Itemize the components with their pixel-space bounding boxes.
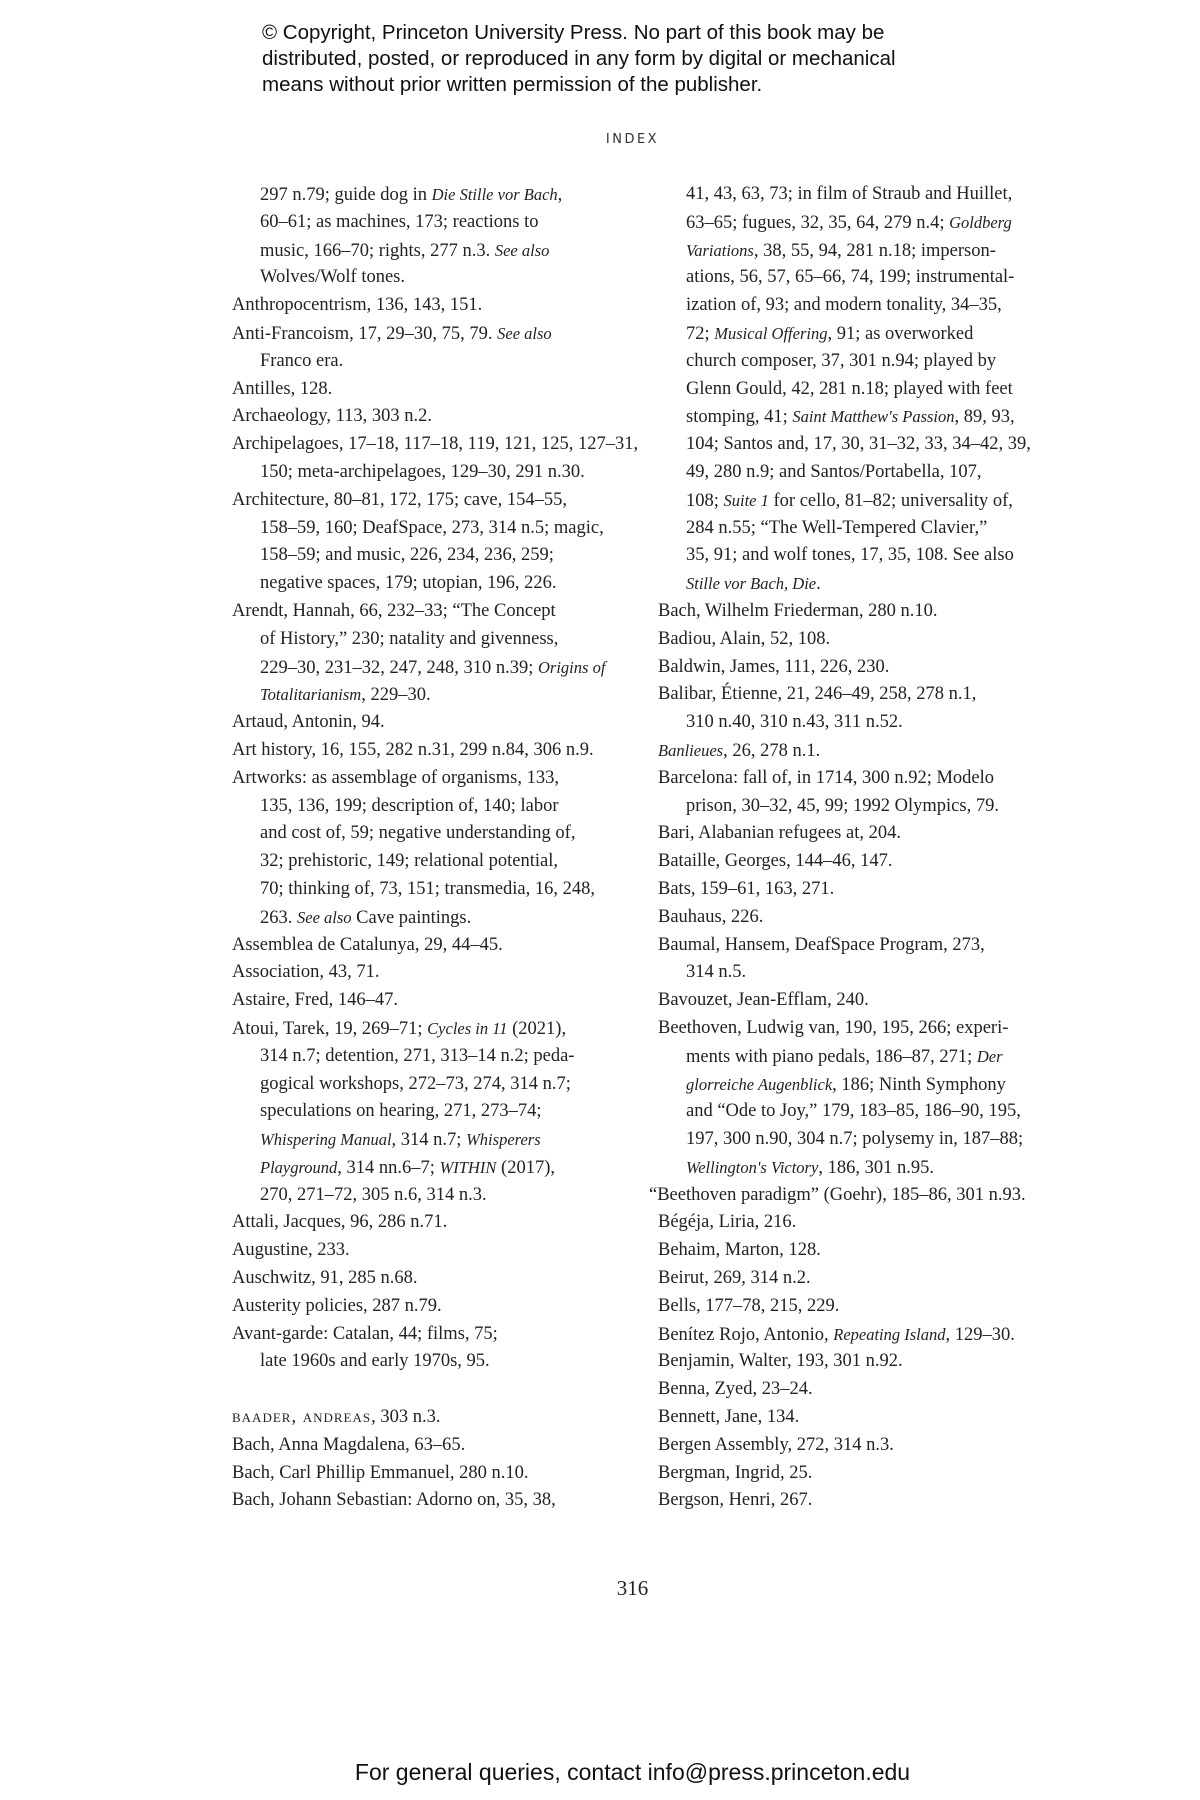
index-line: Attali, Jacques, 96, 286 n.71. — [232, 1212, 448, 1233]
copyright-line: © Copyright, Princeton University Press. No part of this book may be — [262, 21, 885, 44]
index-line: Wellington's Victory, 186, 301 n.95. — [686, 1157, 934, 1178]
index-line: Benjamin, Walter, 193, 301 n.92. — [658, 1351, 903, 1372]
index-line: Bach, Johann Sebastian: Adorno on, 35, 38, — [232, 1490, 556, 1511]
index-line: Baumal, Hansem, DeafSpace Program, 273, — [658, 934, 985, 955]
copyright-line: means without prior written permission of the publisher. — [262, 73, 763, 96]
index-line: Art history, 16, 155, 282 n.31, 299 n.84, 306 n.9. — [232, 739, 594, 760]
index-line: Artworks: as assemblage of organisms, 133, — [232, 767, 559, 788]
index-line: Bats, 159–61, 163, 271. — [658, 878, 835, 899]
index-line: Behaim, Marton, 128. — [658, 1240, 821, 1261]
index-line: 310 n.40, 310 n.43, 311 n.52. — [686, 712, 903, 733]
index-line: 104; Santos and, 17, 30, 31–32, 33, 34–42, 39, — [686, 434, 1031, 455]
index-line: music, 166–70; rights, 277 n.3. See also — [260, 240, 550, 261]
index-line: Wolves/Wolf tones. — [260, 267, 406, 288]
index-line: Anti-Francoism, 17, 29–30, 75, 79. See also — [232, 323, 552, 344]
index-line: late 1960s and early 1970s, 95. — [260, 1351, 490, 1372]
index-line: ization of, 93; and modern tonality, 34–35, — [686, 295, 1002, 316]
index-line: 60–61; as machines, 173; reactions to — [260, 211, 539, 232]
index-line: 197, 300 n.90, 304 n.7; polysemy in, 187–88; — [686, 1129, 1024, 1150]
index-line: glorreiche Augenblick, 186; Ninth Symphony — [686, 1074, 1006, 1095]
index-line: baader, andreas, 303 n.3. — [232, 1407, 441, 1428]
index-line: 35, 91; and wolf tones, 17, 35, 108. See also — [686, 545, 1014, 566]
index-line: Bavouzet, Jean-Efflam, 240. — [658, 990, 869, 1011]
index-line: Bach, Anna Magdalena, 63–65. — [232, 1434, 466, 1455]
index-line: Arendt, Hannah, 66, 232–33; “The Concept — [232, 600, 556, 621]
index-line: Benítez Rojo, Antonio, Repeating Island, 129–30. — [658, 1324, 1015, 1345]
index-line: Balibar, Étienne, 21, 246–49, 258, 278 n.1, — [658, 684, 977, 705]
copyright-line: distributed, posted, or reproduced in any form by digital or mechanical — [262, 47, 896, 70]
index-line: Barcelona: fall of, in 1714, 300 n.92; Modelo — [658, 767, 995, 788]
page-number: 316 — [616, 1576, 649, 1600]
index-line: Avant-garde: Catalan, 44; films, 75; — [232, 1323, 498, 1344]
index-line: Benna, Zyed, 23–24. — [658, 1379, 813, 1400]
index-line: 284 n.55; “The Well-Tempered Clavier,” — [686, 517, 988, 538]
index-line: Austerity policies, 287 n.79. — [232, 1295, 442, 1316]
index-line: 70; thinking of, 73, 151; transmedia, 16, 248, — [260, 878, 596, 899]
index-line: Assemblea de Catalunya, 29, 44–45. — [232, 934, 503, 955]
index-line: of History,” 230; natality and givenness, — [260, 628, 559, 649]
index-line: 297 n.79; guide dog in Die Stille vor Bach, — [260, 185, 563, 205]
index-line: prison, 30–32, 45, 99; 1992 Olympics, 79. — [686, 795, 999, 816]
index-line: church composer, 37, 301 n.94; played by — [686, 350, 997, 371]
index-line: and “Ode to Joy,” 179, 183–85, 186–90, 195, — [686, 1101, 1021, 1122]
index-line: Stille vor Bach, Die. — [686, 574, 821, 595]
section-gap — [232, 1376, 622, 1404]
index-line: Atoui, Tarek, 19, 269–71; Cycles in 11 (2021), — [232, 1018, 567, 1039]
index-line: Banlieues, 26, 278 n.1. — [658, 740, 821, 761]
index-line: Bennett, Jane, 134. — [658, 1407, 800, 1428]
index-line: Bergen Assembly, 272, 314 n.3. — [658, 1434, 894, 1455]
index-line: 270, 271–72, 305 n.6, 314 n.3. — [260, 1184, 487, 1205]
index-line: Glenn Gould, 42, 281 n.18; played with feet — [686, 378, 1013, 399]
index-line: Beethoven, Ludwig van, 190, 195, 266; experi- — [658, 1017, 1009, 1038]
index-line: negative spaces, 179; utopian, 196, 226. — [260, 573, 557, 594]
index-line: Bells, 177–78, 215, 229. — [658, 1295, 840, 1316]
footer-contact: For general queries, contact info@press.princeton.edu — [354, 1759, 911, 1785]
index-line: Bataille, Georges, 144–46, 147. — [658, 851, 893, 872]
index-line: stomping, 41; Saint Matthew's Passion, 89, 93, — [686, 407, 1015, 428]
index-column-left — [232, 181, 639, 1515]
index-line: 229–30, 231–32, 247, 248, 310 n.39; Origins of — [260, 657, 606, 678]
index-line: 314 n.7; detention, 271, 313–14 n.2; peda- — [260, 1045, 575, 1066]
index-line: Augustine, 233. — [232, 1240, 350, 1261]
index-line: Bégéja, Liria, 216. — [658, 1212, 797, 1233]
index-line: Archipelagoes, 17–18, 117–18, 119, 121, 125, 127–31, — [232, 434, 639, 455]
index-line: 314 n.5. — [686, 962, 747, 983]
index-line: Playground, 314 nn.6–7; WITHIN (2017), — [260, 1157, 555, 1178]
index-line: ments with piano pedals, 186–87, 271; Der — [686, 1046, 1003, 1067]
index-line: 49, 280 n.9; and Santos/Portabella, 107, — [686, 461, 982, 482]
copyright-notice — [262, 20, 962, 98]
index-line: speculations on hearing, 271, 273–74; — [260, 1101, 542, 1122]
index-line: Variations, 38, 55, 94, 281 n.18; imperson- — [686, 240, 996, 261]
index-line: 63–65; fugues, 32, 35, 64, 279 n.4; Goldberg — [686, 212, 1012, 233]
index-line: Archaeology, 113, 303 n.2. — [232, 406, 433, 427]
index-line: Architecture, 80–81, 172, 175; cave, 154–55, — [232, 489, 567, 510]
index-line: gogical workshops, 272–73, 274, 314 n.7; — [260, 1073, 571, 1094]
index-line: 32; prehistoric, 149; relational potential, — [260, 851, 558, 872]
index-line: 150; meta-archipelagoes, 129–30, 291 n.30. — [260, 461, 585, 482]
index-line: and cost of, 59; negative understanding of, — [260, 823, 576, 844]
index-line: Franco era. — [260, 350, 344, 371]
index-line: Bergman, Ingrid, 25. — [658, 1462, 813, 1483]
index-line: Anthropocentrism, 136, 143, 151. — [232, 295, 483, 316]
index-line: Whispering Manual, 314 n.7; Whisperers — [260, 1130, 541, 1151]
index-line: Artaud, Antonin, 94. — [232, 712, 385, 733]
index-line: Association, 43, 71. — [232, 962, 380, 983]
index-line: ations, 56, 57, 65–66, 74, 199; instrumental- — [686, 267, 1015, 288]
running-head: INDEX — [605, 132, 660, 147]
index-line: 72; Musical Offering, 91; as overworked — [686, 323, 974, 344]
index-line: 263. See also Cave paintings. — [260, 907, 472, 928]
index-line: Antilles, 128. — [232, 378, 333, 399]
index-line: Astaire, Fred, 146–47. — [232, 990, 398, 1011]
index-line: Bergson, Henri, 267. — [658, 1490, 813, 1511]
index-line: Bach, Wilhelm Friederman, 280 n.10. — [658, 600, 938, 621]
index-line: Totalitarianism, 229–30. — [260, 685, 431, 706]
index-line: 158–59, 160; DeafSpace, 273, 314 n.5; magic, — [260, 517, 604, 538]
index-line: Bari, Alabanian refugees at, 204. — [658, 823, 901, 844]
index-line: Auschwitz, 91, 285 n.68. — [232, 1268, 418, 1289]
index-line: 108; Suite 1 for cello, 81–82; universality of, — [686, 490, 1013, 511]
index-line: 41, 43, 63, 73; in film of Straub and Huillet, — [686, 184, 1013, 204]
index-line: 135, 136, 199; description of, 140; labor — [260, 795, 559, 816]
index-line: Beirut, 269, 314 n.2. — [658, 1268, 811, 1289]
index-line: Badiou, Alain, 52, 108. — [658, 628, 831, 649]
index-line: 158–59; and music, 226, 234, 236, 259; — [260, 545, 554, 566]
index-line: Bach, Carl Phillip Emmanuel, 280 n.10. — [232, 1462, 529, 1483]
index-line: Bauhaus, 226. — [658, 906, 764, 927]
index-line: “Beethoven paradigm” (Goehr), 185–86, 301 n.93. — [649, 1184, 1026, 1205]
index-line: Baldwin, James, 111, 226, 230. — [658, 656, 890, 677]
index-column-right — [649, 181, 1058, 1515]
